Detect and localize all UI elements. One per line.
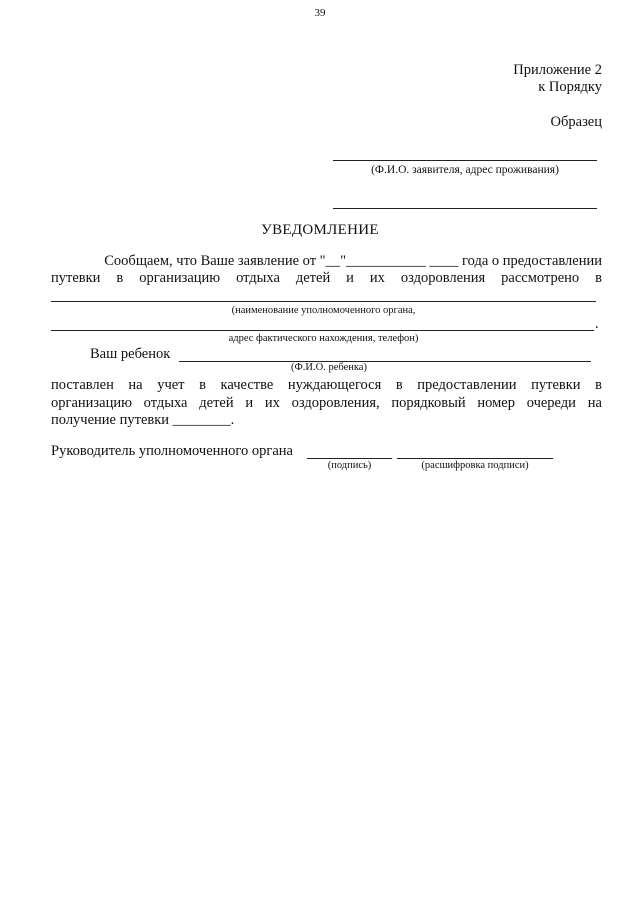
- word: в: [116, 270, 124, 286]
- word: в: [595, 377, 602, 393]
- word: и: [346, 270, 354, 286]
- word: и: [245, 395, 254, 411]
- signature-caption: (подпись): [327, 460, 372, 471]
- address-caption: адрес фактического нахождения, телефон): [228, 333, 419, 344]
- authority-caption: (наименование уполномоченного органа,: [231, 305, 416, 316]
- appendix-label: Приложение 2: [513, 62, 602, 78]
- word: детей: [199, 395, 234, 411]
- applicant-caption: (Ф.И.О. заявителя, адрес проживания): [371, 164, 559, 176]
- word: нуждающегося: [287, 377, 382, 393]
- child-label: Ваш ребенок: [90, 346, 171, 362]
- order-reference: к Порядку: [538, 79, 602, 95]
- word: предоставлении: [417, 377, 517, 393]
- word: учет: [157, 377, 185, 393]
- word: отдыха: [143, 395, 188, 411]
- registration-line-1: [51, 377, 602, 394]
- word: на: [128, 377, 143, 393]
- word: в: [595, 270, 602, 286]
- word: путевки: [531, 377, 581, 393]
- child-caption: (Ф.И.О. ребенка): [291, 362, 367, 373]
- word: их: [264, 395, 280, 411]
- registration-line-3: получение путевки ________.: [51, 412, 235, 428]
- signature-decode-caption: (расшифровка подписи): [421, 460, 529, 471]
- word: очереди: [526, 395, 576, 411]
- authority-address-line: [51, 330, 594, 331]
- word: их: [369, 270, 385, 286]
- word: отдыха: [236, 270, 280, 286]
- word: путевки: [51, 270, 101, 286]
- word: на: [587, 395, 602, 411]
- word: в: [199, 377, 206, 393]
- word: детей: [295, 270, 331, 286]
- word: оздоровления: [400, 270, 486, 286]
- applicant-address-line: [333, 208, 597, 209]
- word: организацию: [139, 270, 221, 286]
- word: порядковый: [391, 395, 466, 411]
- signature-decode-line: [397, 458, 553, 459]
- word: качестве: [220, 377, 274, 393]
- word: оздоровления,: [291, 395, 380, 411]
- line-end-period: .: [595, 316, 599, 332]
- page-number: 39: [314, 7, 326, 19]
- word: организацию: [51, 395, 132, 411]
- authority-name-line: [51, 301, 596, 302]
- word: номер: [477, 395, 515, 411]
- statement-line-1: Сообщаем, что Ваше заявление от "__"___________ ____ года о предоставлении: [104, 253, 602, 269]
- head-of-authority-label: Руководитель уполномоченного органа: [51, 443, 293, 459]
- sample-label: Образец: [550, 114, 602, 130]
- applicant-name-line: [333, 160, 597, 161]
- statement-line-2: [51, 270, 602, 287]
- signature-line: [307, 458, 392, 459]
- word: в: [395, 377, 403, 393]
- document-title: УВЕДОМЛЕНИЕ: [261, 222, 379, 238]
- word: рассмотрено: [501, 270, 580, 286]
- word: поставлен: [51, 377, 114, 393]
- registration-line-2: [51, 395, 602, 412]
